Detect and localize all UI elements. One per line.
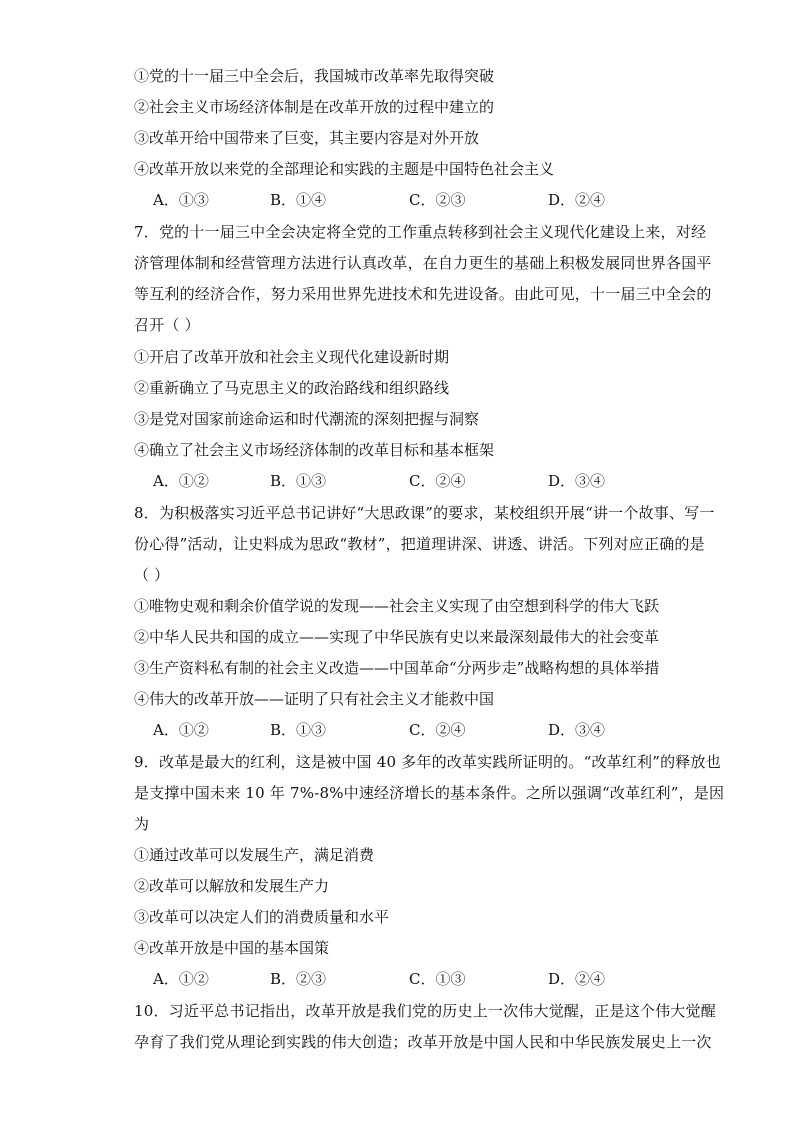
q6-choice-c: C．②③ [409, 191, 466, 209]
q6-choices [153, 190, 653, 210]
q8-choice-c: C．②④ [409, 721, 466, 739]
q10-stem-line-1: 10．习近平总书记指出，改革开放是我们党的历史上一次伟大觉醒，正是这个伟大觉醒 [134, 1002, 716, 1020]
q9-choices [153, 969, 653, 989]
q7-choice-c: C．②④ [409, 472, 466, 490]
q9-choice-b: B．②③ [270, 970, 327, 988]
q9-statement-2: ②改革可以解放和发展生产力 [134, 877, 330, 895]
q9-statement-1: ①通过改革可以发展生产，满足消费 [134, 846, 375, 864]
q7-statement-4: ④确立了社会主义市场经济体制的改革目标和基本框架 [134, 441, 495, 459]
q9-choice-d: D．②④ [548, 970, 606, 988]
q9-stem-line-1: 9．改革是最大的红利，这是被中国 40 多年的改革实践所证明的。“改革红利”的释放也 [134, 753, 721, 771]
q9-choice-a: A．①② [153, 970, 209, 988]
q6-statement-4: ④改革开放以来党的全部理论和实践的主题是中国特色社会主义 [134, 160, 555, 178]
q6-choice-b: B．①④ [270, 191, 327, 209]
q8-stem-line-3: （ ） [134, 566, 170, 584]
q8-choices [153, 720, 653, 740]
q8-stem-line-1: 8．为积极落实习近平总书记讲好“大思政课”的要求，某校组织开展“讲一个故事、写一 [134, 504, 715, 522]
q8-statement-4: ④伟大的改革开放——证明了只有社会主义才能救中国 [134, 690, 495, 708]
q7-stem-line-2: 济管理体制和经营管理方法进行认真改革，在自力更生的基础上积极发展同世界各国平 [134, 254, 712, 272]
q7-stem-line-4: 召开（ ） [134, 316, 200, 334]
q7-statement-3: ③是党对国家前途命运和时代潮流的深刻把握与洞察 [134, 410, 480, 428]
q7-statement-2: ②重新确立了马克思主义的政治路线和组织路线 [134, 379, 450, 397]
q7-choices [153, 471, 653, 491]
q6-statement-2: ②社会主义市场经济体制是在改革开放的过程中建立的 [134, 98, 495, 116]
q10-stem-line-2: 孕育了我们党从理论到实践的伟大创造；改革开放是中国人民和中华民族发展史上一次 [134, 1033, 712, 1051]
q9-statement-4: ④改革开放是中国的基本国策 [134, 939, 330, 957]
q9-stem-line-3: 为 [134, 815, 150, 833]
q8-choice-d: D．③④ [548, 721, 606, 739]
q7-choice-b: B．①③ [270, 472, 327, 490]
q6-statement-3: ③改革开给中国带来了巨变，其主要内容是对外开放 [134, 129, 480, 147]
q7-stem-line-3: 等互利的经济合作，努力采用世界先进技术和先进设备。由此可见，十一届三中全会的 [134, 285, 712, 303]
q6-statement-1: ①党的十一届三中全会后，我国城市改革率先取得突破 [134, 67, 495, 85]
q8-choice-a: A．①② [153, 721, 209, 739]
q7-stem-line-1: 7．党的十一届三中全会决定将全党的工作重点转移到社会主义现代化建设上来，对经 [134, 223, 707, 241]
q7-choice-a: A．①② [153, 472, 209, 490]
q9-stem-line-2: 是支撑中国未来 10 年 7%-8%中速经济增长的基本条件。之所以强调“改革红利”，是因 [134, 784, 725, 802]
q8-statement-1: ①唯物史观和剩余价值学说的发现——社会主义实现了由空想到科学的伟大飞跃 [134, 597, 660, 615]
q8-statement-3: ③生产资料私有制的社会主义改造——中国革命“分两步走”战略构想的具体举措 [134, 659, 660, 677]
q6-choice-a: A．①③ [153, 191, 209, 209]
q6-choice-d: D．②④ [548, 191, 606, 209]
q9-statement-3: ③改革可以决定人们的消费质量和水平 [134, 908, 390, 926]
q7-statement-1: ①开启了改革开放和社会主义现代化建设新时期 [134, 348, 450, 366]
q8-choice-b: B．①③ [270, 721, 327, 739]
q8-stem-line-2: 份心得”活动，让史料成为思政“教材”，把道理讲深、讲透、讲活。下列对应正确的是 [134, 535, 705, 553]
q9-choice-c: C．①③ [409, 970, 466, 988]
q8-statement-2: ②中华人民共和国的成立——实现了中华民族有史以来最深刻最伟大的社会变革 [134, 628, 660, 646]
q7-choice-d: D．③④ [548, 472, 606, 490]
